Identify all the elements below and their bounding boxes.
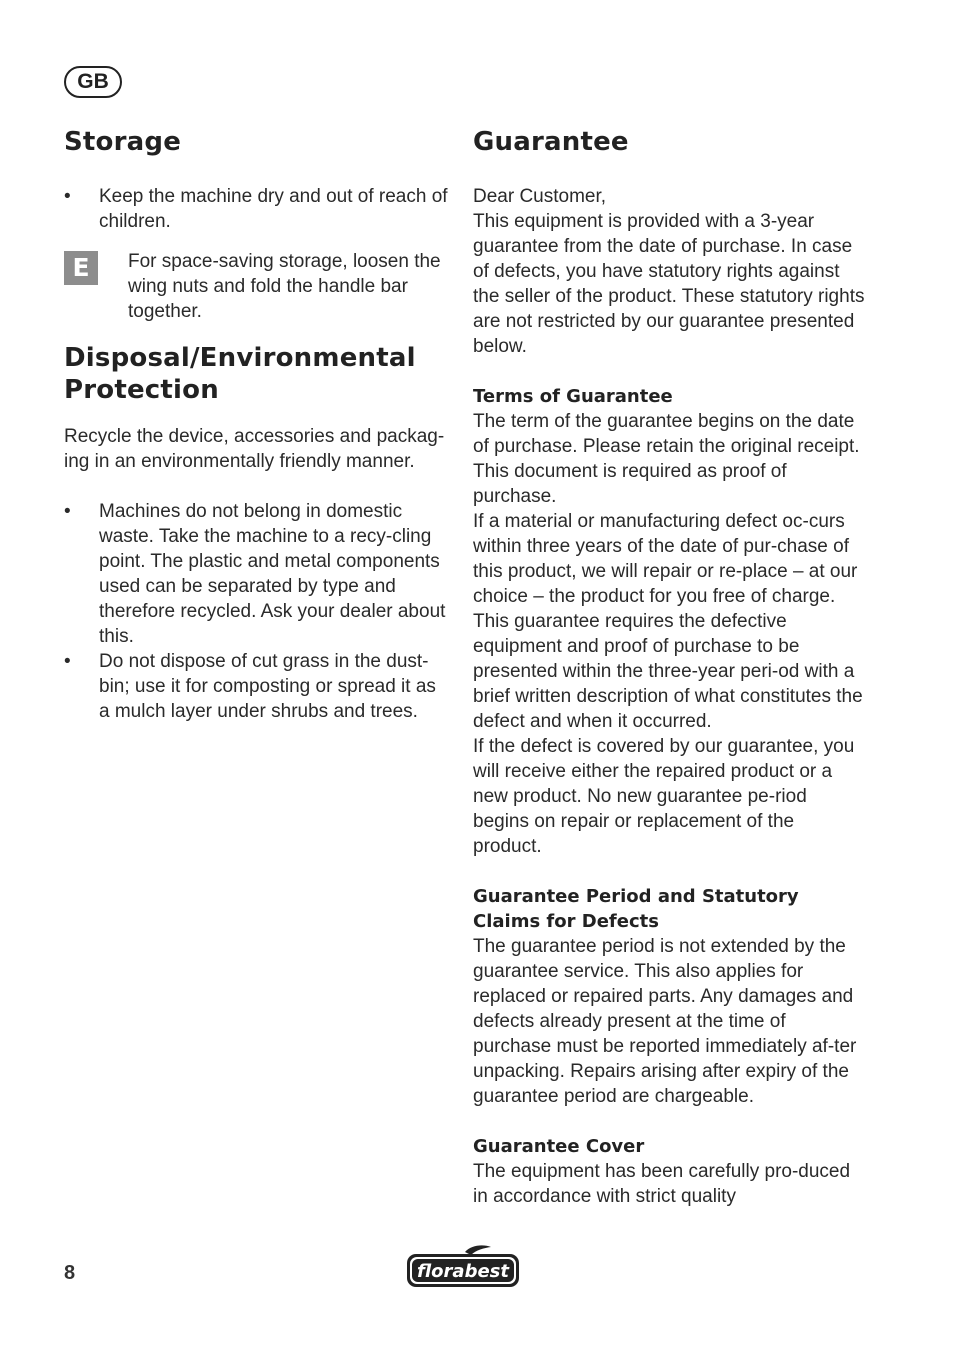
guarantee-heading: Guarantee xyxy=(473,127,629,157)
left-column xyxy=(64,126,450,724)
period-paragraph: The guarantee period is not extended by the guarantee service. This also applies for replaced or repaired parts. Any damages and defects already present at the time of purchase must be reported immediately af-ter unpacking. Repairs arising after expiry of the guarantee period are chargeable. xyxy=(473,936,857,1107)
list-item: • Keep the machine dry and out of reach of children. xyxy=(64,184,450,234)
storage-note xyxy=(64,249,450,324)
storage-heading: Storage xyxy=(64,127,182,157)
storage-list xyxy=(64,184,450,234)
period-heading: Guarantee Period and Statutory Claims for Defects xyxy=(473,886,799,932)
note-e-icon: E xyxy=(64,251,98,285)
guarantee-greeting: Dear Customer, xyxy=(473,186,607,207)
list-item: • Do not dispose of cut grass in the dust-bin; use it for composting or spread it as a mulch layer under shrubs and trees. xyxy=(64,649,450,724)
terms-paragraph-2: If a material or manufacturing defect oc-curs within three years of the date of pur-chase of this product, we will repair or re-place – at our choice – the product for you free of charge. This guarantee requires the defective equipment and proof of purchase to be presented within the three-year peri-od with a brief written description of what constitutes the defect and when it occurred. xyxy=(473,511,863,732)
logo-leaf-icon xyxy=(465,1245,491,1255)
language-badge: GB xyxy=(64,66,122,98)
logo-text: florabest xyxy=(417,1261,509,1282)
right-column xyxy=(473,126,865,1209)
terms-heading: Terms of Guarantee xyxy=(473,386,673,407)
list-item: • Machines do not belong in domestic waste. Take the machine to a recy-cling point. The plastic and metal components used can be separated by type and therefore recycled. Ask your dealer about this. xyxy=(64,499,450,649)
cover-heading: Guarantee Cover xyxy=(473,1136,645,1157)
cover-paragraph: The equipment has been carefully pro-duced in accordance with strict quality xyxy=(473,1161,851,1207)
terms-paragraph-1: The term of the guarantee begins on the date of purchase. Please retain the original receipt. This document is required as proof of purchase. xyxy=(473,411,860,507)
storage-note-text: For space-saving storage, loosen the wing nuts and fold the handle bar together. xyxy=(128,251,441,322)
florabest-logo xyxy=(405,1244,521,1290)
disposal-intro: Recycle the device, accessories and packag-ing in an environmentally friendly manner. xyxy=(64,426,445,472)
terms-paragraph-3: If the defect is covered by our guarantee, you will receive either the repaired product or a new product. No new guarantee pe-riod begins on repair or replacement of the product. xyxy=(473,736,855,857)
disposal-list xyxy=(64,499,450,724)
guarantee-intro: This equipment is provided with a 3-year guarantee from the date of purchase. In case of defects, you have statutory rights against the seller of the product. These statutory rights are not restricted by our guarantee presented below. xyxy=(473,211,865,357)
page-number: 8 xyxy=(64,1262,76,1284)
disposal-heading: Disposal/Environmental Protection xyxy=(64,343,416,405)
